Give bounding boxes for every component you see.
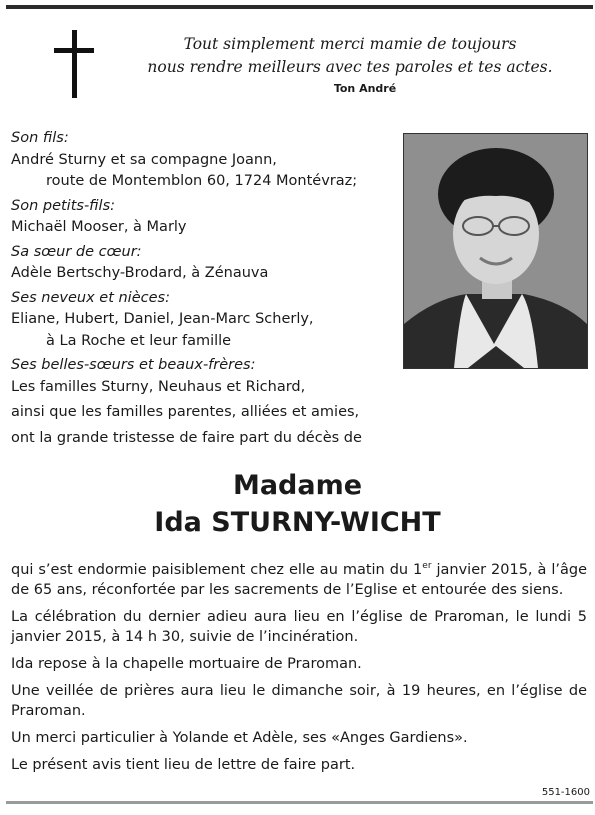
- quote-line-2: nous rendre meilleurs avec tes paroles et tes actes.: [147, 58, 553, 76]
- paragraph-chapel: Ida repose à la chapelle mortuaire de Praroman.: [11, 656, 362, 672]
- bottom-rule: [6, 801, 593, 804]
- reference-number: 551-1600: [541, 787, 590, 798]
- paragraph-notice: Le présent avis tient lieu de lettre de faire part.: [11, 757, 356, 773]
- quote-signature: Ton André: [333, 82, 397, 95]
- sister-label: Sa sœur de cœur:: [11, 243, 142, 260]
- nephews-line-2: à La Roche et leur famille: [46, 332, 232, 349]
- inlaws-line: Les familles Sturny, Neuhaus et Richard,: [11, 378, 306, 395]
- relatives-line: ainsi que les familles parentes, alliées et amies,: [11, 404, 360, 420]
- paragraph-passing: qui s’est endormie paisiblement chez elle au matin du 1er janvier 2015, à l’âge de 65 ans, réconfortée par les sacrements de l’Eglise et entourée des siens.: [11, 561, 587, 598]
- announcement-body: [11, 560, 587, 782]
- nephews-label: Ses neveux et nièces:: [11, 289, 170, 306]
- paragraph-vigil: Une veillée de prières aura lieu le dimanche soir, à 19 heures, en l’église de Praroman.: [11, 683, 587, 719]
- top-rule: [6, 5, 593, 9]
- son-line-2: route de Montemblon 60, 1724 Montévraz;: [46, 173, 358, 189]
- nephews-line-1: Eliane, Hubert, Daniel, Jean-Marc Scherly,: [11, 311, 314, 327]
- cross-icon: [54, 30, 94, 98]
- inlaws-label: Ses belles-sœurs et beaux-frères:: [11, 357, 256, 373]
- announce-line: ont la grande tristesse de faire part du décès de: [11, 429, 362, 446]
- grandson-label: Son petits-fils:: [11, 197, 116, 214]
- dedication-quote: [140, 33, 560, 79]
- deceased-name: Ida STURNY-WICHT: [154, 507, 441, 538]
- sister-line: Adèle Bertschy-Brodard, à Zénauva: [11, 265, 269, 281]
- portrait-photo: [403, 133, 588, 369]
- paragraph-thanks: Un merci particulier à Yolande et Adèle, ses «Anges Gardiens».: [11, 730, 468, 746]
- quote-line-1: Tout simplement merci mamie de toujours: [183, 35, 517, 53]
- family-list: [11, 128, 396, 449]
- deceased-title: Madame: [232, 470, 363, 501]
- paragraph-ceremony: La célébration du dernier adieu aura lieu en l’église de Praroman, le lundi 5 janvier 2015, à 14 h 30, suivie de l’incinération.: [11, 609, 587, 645]
- son-label: Son fils:: [11, 130, 69, 146]
- grandson-line: Michaël Mooser, à Marly: [11, 219, 187, 235]
- son-line-1: André Sturny et sa compagne Joann,: [11, 151, 277, 168]
